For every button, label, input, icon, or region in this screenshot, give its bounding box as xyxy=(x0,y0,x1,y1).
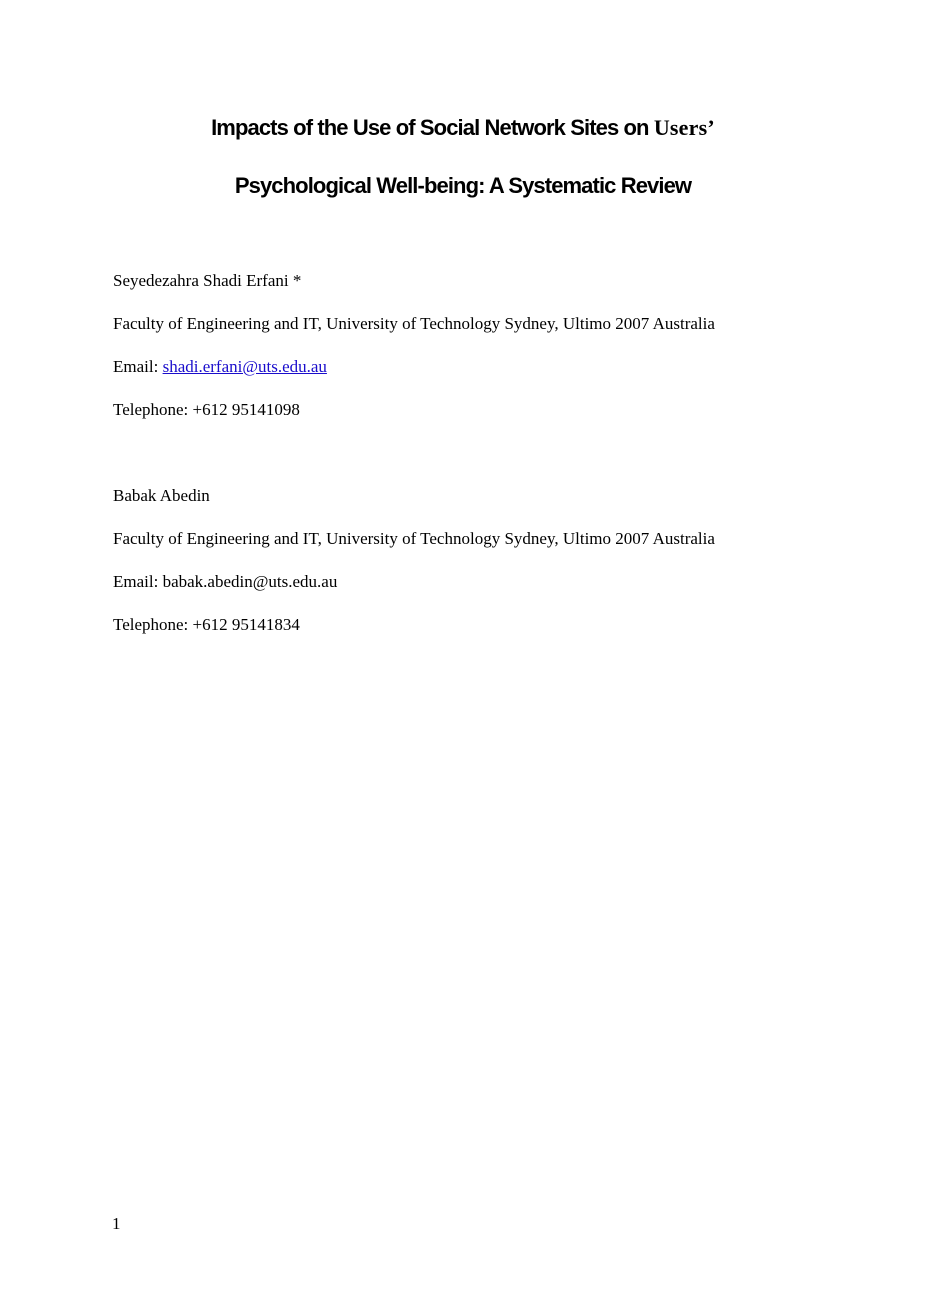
author-email-line xyxy=(113,357,327,377)
author-affiliation: Faculty of Engineering and IT, University of Technology Sydney, Ultimo 2007 Australia xyxy=(113,529,715,548)
author-telephone: Telephone: +612 95141098 xyxy=(113,400,300,419)
email-label: Email: xyxy=(113,357,159,376)
title-line-1-sans: Impacts of the Use of Social Network Sites on xyxy=(211,115,649,140)
title-line-2: Psychological Well-being: A Systematic Review xyxy=(234,173,692,198)
author-telephone: Telephone: +612 95141834 xyxy=(113,615,300,634)
author-affiliation: Faculty of Engineering and IT, University of Technology Sydney, Ultimo 2007 Australia xyxy=(113,314,715,333)
page-number: 1 xyxy=(112,1214,121,1233)
email-label: Email: xyxy=(113,572,159,591)
email-link[interactable]: shadi.erfani@uts.edu.au xyxy=(162,357,327,376)
author-name: Seyedezahra Shadi Erfani * xyxy=(113,271,302,290)
author-name: Babak Abedin xyxy=(113,486,210,505)
title-line-1 xyxy=(0,115,926,141)
author-email-line xyxy=(113,572,337,592)
title-line-1-serif: Users’ xyxy=(653,115,715,140)
email-text: babak.abedin@uts.edu.au xyxy=(162,572,338,591)
